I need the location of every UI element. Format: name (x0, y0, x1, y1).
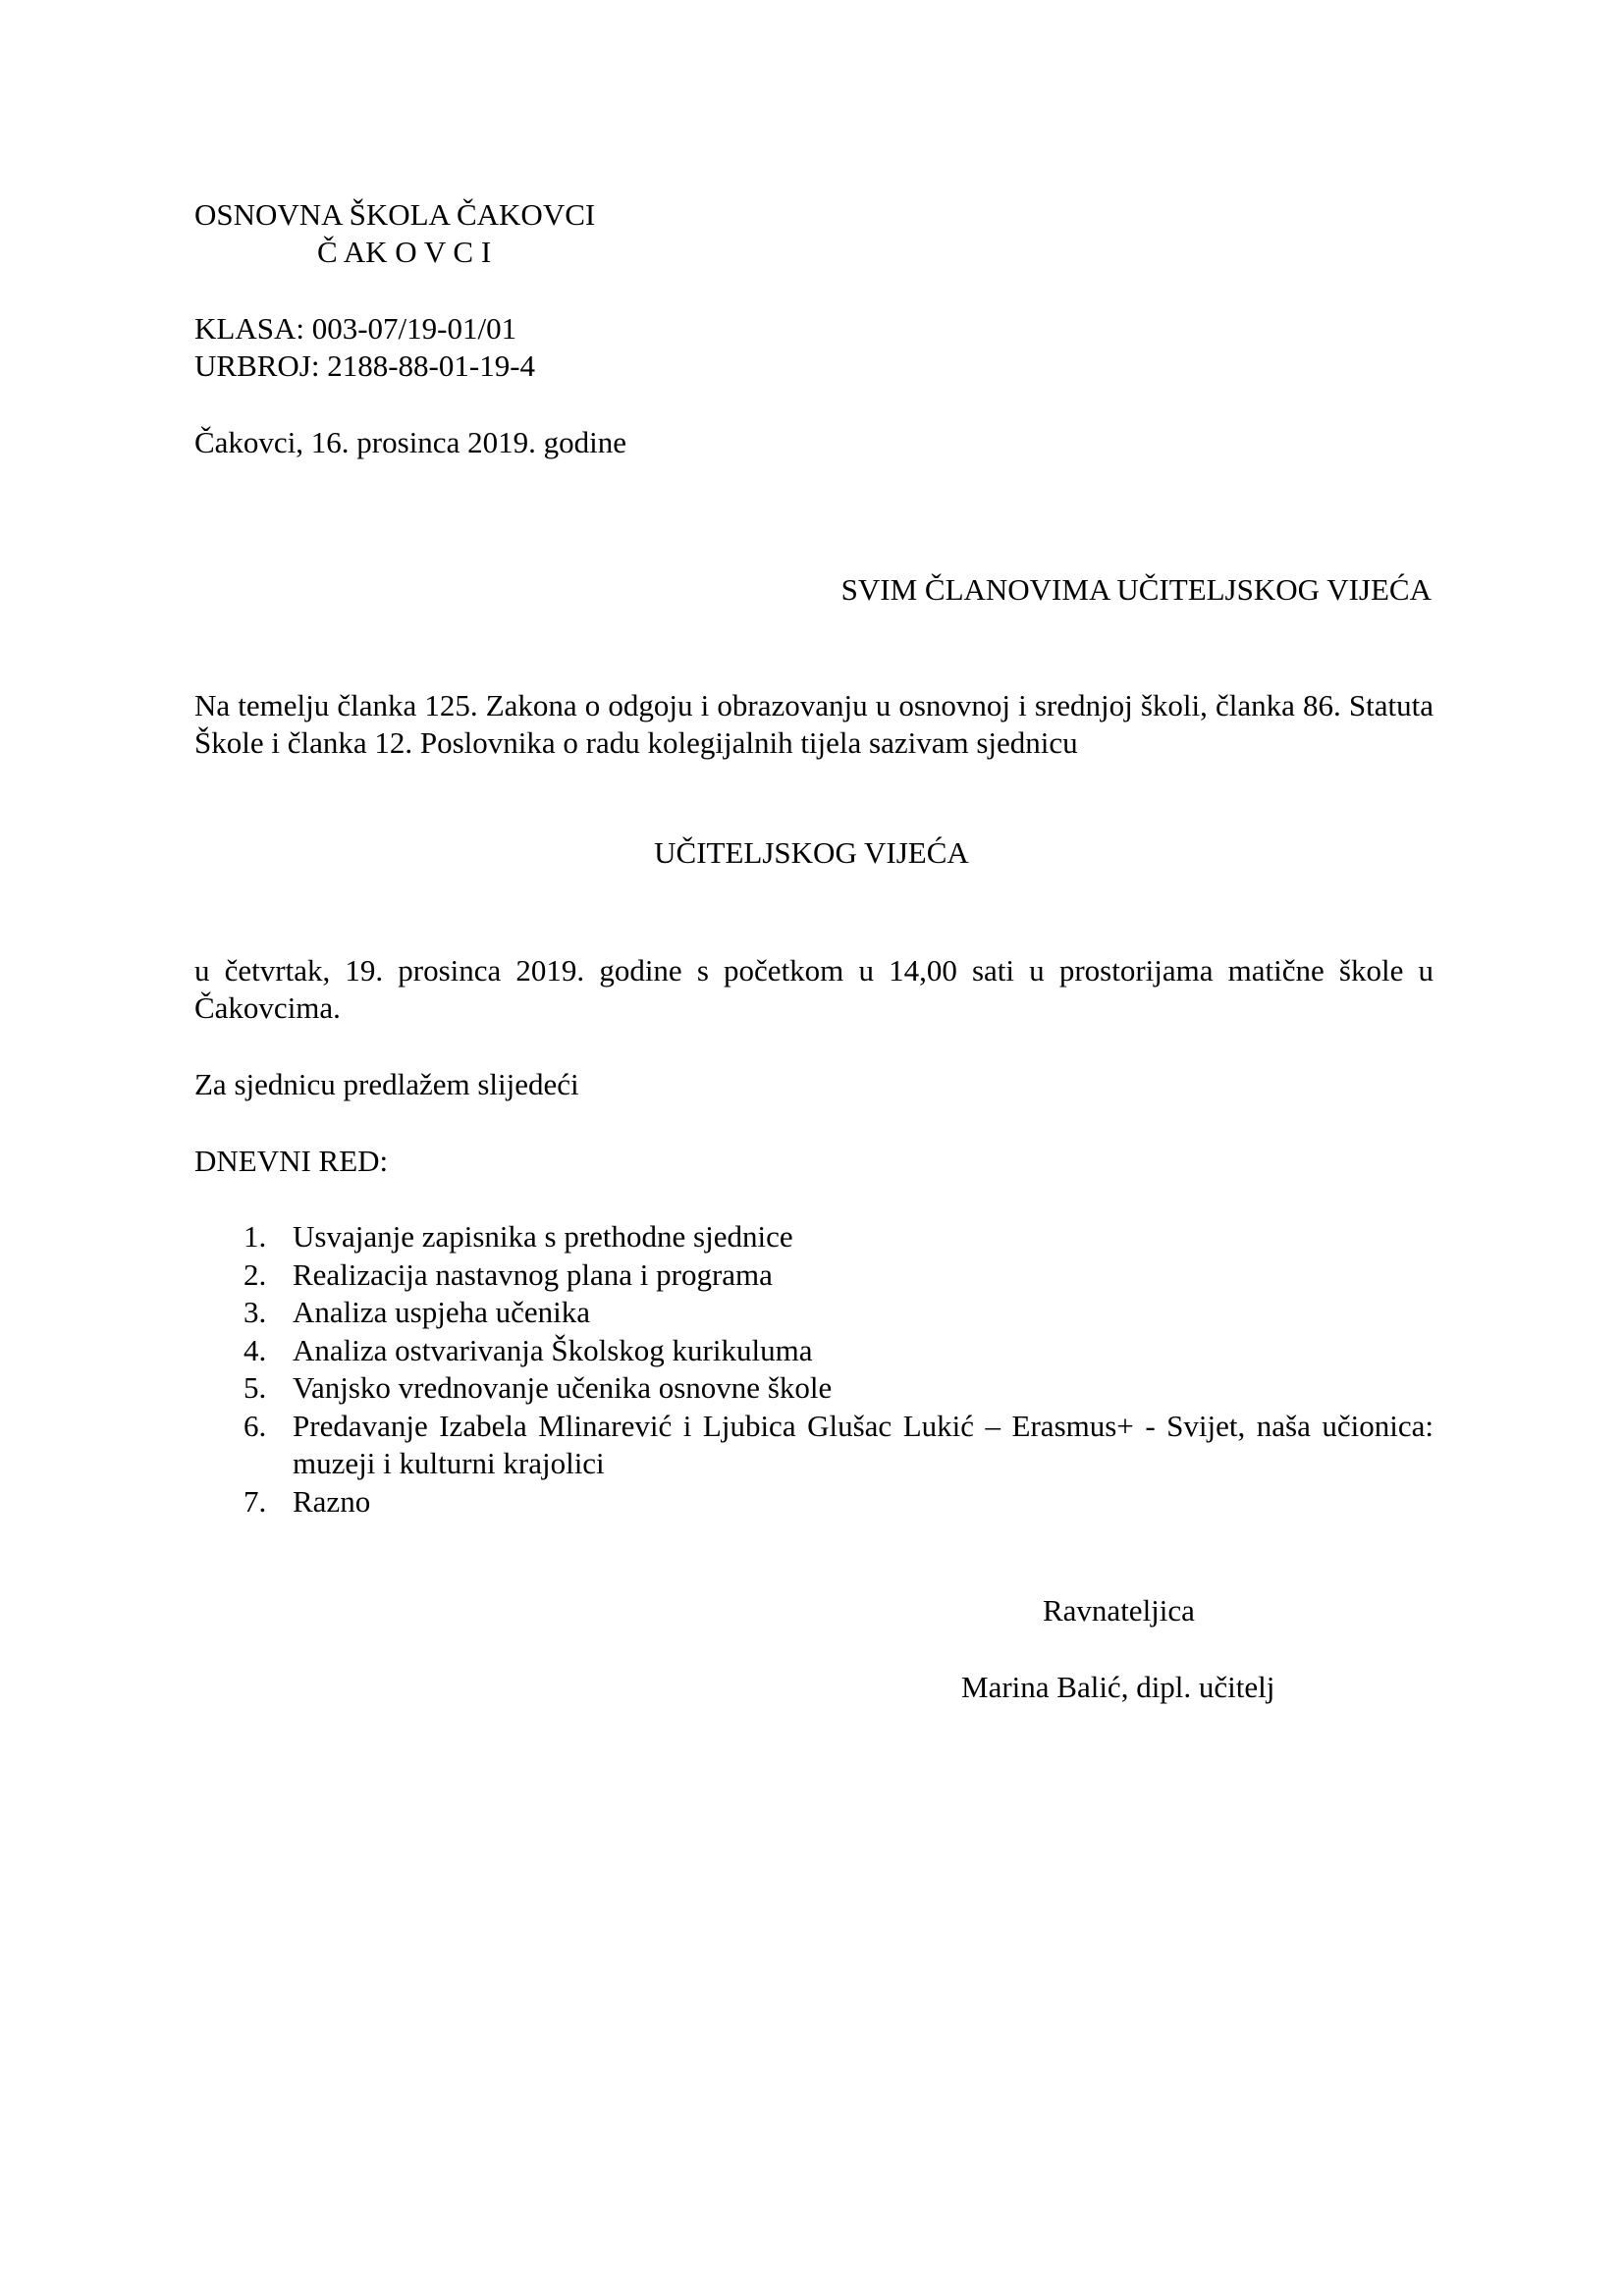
agenda-item-text: Realizacija nastavnog plana i programa (293, 1256, 773, 1292)
document-date: Čakovci, 16. prosinca 2019. godine (194, 425, 626, 459)
school-name: OSNOVNA ŠKOLA ČAKOVCI (194, 197, 596, 232)
agenda-item-number: 7. (243, 1483, 267, 1519)
agenda-item-text: Predavanje Izabela Mlinarević i Ljubica Glušac Lukić – Erasmus+ - Svijet, naša učionica: muzeji i kulturni krajolici (293, 1408, 1434, 1480)
agenda-item (194, 1483, 1434, 1522)
signatory-title: Ravnateljica (1043, 1593, 1195, 1628)
agenda-item-number: 1. (243, 1219, 267, 1254)
agenda-item (194, 1256, 1434, 1295)
agenda-item-number: 6. (243, 1408, 267, 1443)
agenda-item-text: Analiza ostvarivanja Školskog kurikuluma (293, 1332, 813, 1367)
agenda-item-text: Razno (293, 1483, 371, 1519)
proposal-line: Za sjednicu predlažem slijedeći (194, 1067, 579, 1101)
intro-paragraph: Na temelju članka 125. Zakona o odgoju i obrazovanju u osnovnoj i srednjoj školi, članka 86. Statuta Škole i članka 12. Poslovnika o radu kolegijalnih tijela sazivam sjednicu (194, 688, 1434, 760)
agenda-item-number: 4. (243, 1332, 267, 1367)
agenda-item (194, 1408, 1434, 1483)
agenda-list (194, 1218, 1434, 1521)
agenda-item (194, 1218, 1434, 1256)
agenda-heading: DNEVNI RED: (194, 1144, 389, 1178)
school-city: Č AK O V C I (317, 235, 492, 269)
agenda-item (194, 1294, 1434, 1332)
agenda-item-number: 2. (243, 1256, 267, 1292)
signatory-name: Marina Balić, dipl. učitelj (961, 1670, 1275, 1704)
agenda-item-text: Analiza uspjeha učenika (293, 1295, 590, 1329)
urbroj-reference: URBROJ: 2188-88-01-19-4 (194, 348, 536, 383)
agenda-item-number: 3. (243, 1295, 267, 1329)
agenda-item-text: Vanjsko vrednovanje učenika osnovne škole (293, 1370, 833, 1405)
klasa-reference: KLASA: 003-07/19-01/01 (194, 311, 517, 346)
agenda-item-number: 5. (243, 1370, 267, 1405)
recipient-line: SVIM ČLANOVIMA UČITELJSKOG VIJEĆA (840, 572, 1432, 607)
session-details: u četvrtak, 19. prosinca 2019. godine s početkom u 14,00 sati u prostorijama matične škole u Čakovcima. (194, 953, 1434, 1025)
agenda-item (194, 1369, 1434, 1408)
session-title: UČITELJSKOG VIJEĆA (654, 835, 969, 870)
agenda-item-text: Usvajanje zapisnika s prethodne sjednice (293, 1219, 793, 1254)
agenda-item (194, 1332, 1434, 1370)
